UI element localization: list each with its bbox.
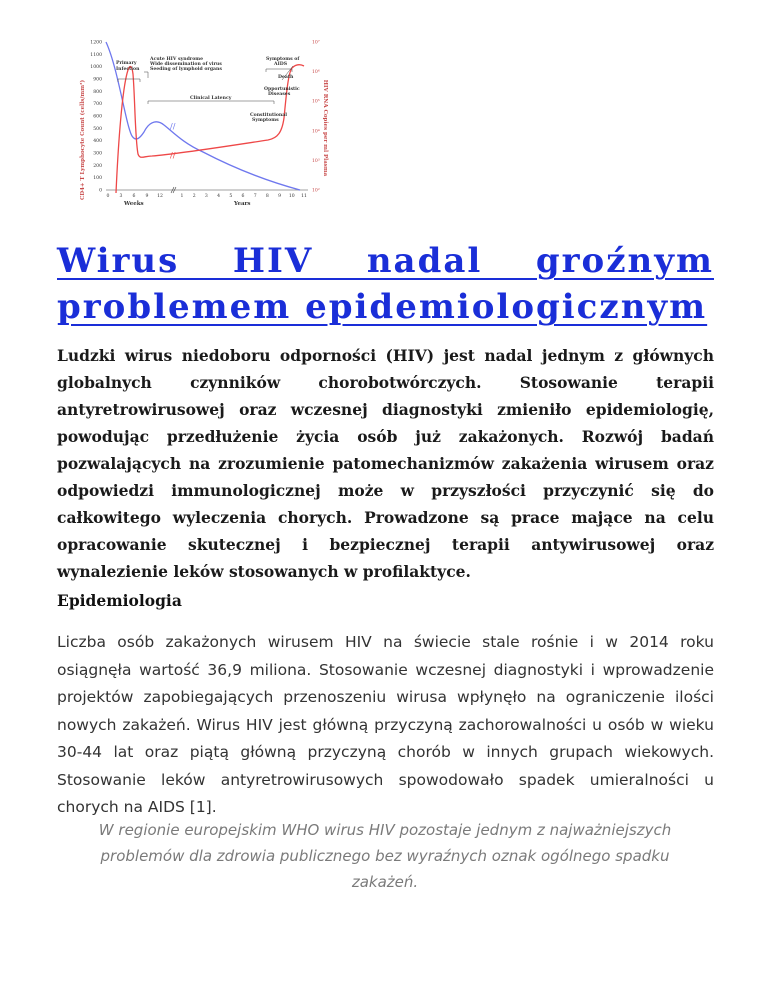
hiv-rna-curve bbox=[116, 65, 304, 193]
x-weeks-tick-label: 0 bbox=[106, 194, 110, 199]
pull-quote: W regionie europejskim WHO wirus HIV pozostaje jednym z najważniejszych problemów dla zdrowia publicznego bez wyraźnych oznak ogólnego spadku zakażeń. bbox=[98, 821, 672, 891]
annotation-clinical-latency: Clinical Latency bbox=[190, 96, 232, 101]
x-years-tick-label: 9 bbox=[278, 194, 282, 199]
y-left-tick-label: 1000 bbox=[90, 65, 102, 71]
y-left-tick-label: 300 bbox=[93, 151, 102, 157]
y-left-tick-label: 800 bbox=[93, 89, 102, 95]
x-years-tick-label: 8 bbox=[265, 194, 269, 199]
x-years-tick-label: 5 bbox=[229, 194, 233, 199]
aids-bracket bbox=[266, 69, 292, 72]
section-heading-epidemiologia: Epidemiologia bbox=[57, 591, 182, 610]
y-left-tick-label: 400 bbox=[93, 139, 102, 145]
x-weeks-tick-label: 3 bbox=[119, 194, 123, 199]
y-left-tick-label: 600 bbox=[93, 114, 102, 120]
y-right-tick-label: 10⁶ bbox=[312, 70, 320, 76]
x-weeks-tick-label: 6 bbox=[132, 194, 136, 199]
article-body-paragraph: Liczba osób zakażonych wirusem HIV na świecie stale rośnie i w 2014 roku osiągnęła wartość 36,9 miliona. Stosowanie wczesnej diagnostyki i wprowadzenie projektów zapobiegających przenoszeniu wirusa wpłynęło na ograniczenie ilości nowych zakażeń. Wirus HIV jest główną przyczyną zachorowalności u osób w wieku 30-44 lat oraz piątą główną przyczyną chorób w innych grupach wiekowych. Stosowanie leków antyretrowirusowych spowodowało spadek umieralności u chorych na AIDS [1]. bbox=[57, 633, 714, 816]
annotation-opportunistic-diseases: Opportunistic Diseases bbox=[264, 87, 300, 97]
x-axis-label-weeks: Weeks bbox=[124, 201, 144, 207]
x-years-tick-label: 2 bbox=[192, 194, 196, 199]
x-years-tick-label: 10 bbox=[288, 194, 295, 199]
x-years-tick-label: 1 bbox=[180, 194, 184, 199]
x-ticks bbox=[107, 193, 307, 199]
y-left-tick-label: 1200 bbox=[90, 40, 102, 46]
y-left-tick-label: 100 bbox=[93, 176, 102, 182]
y-left-tick-label: 900 bbox=[93, 77, 102, 83]
article-title[interactable]: Wirus HIV nadal groźnym problemem epidemiologicznym bbox=[57, 241, 714, 327]
rna-curve-break-mark: // bbox=[170, 151, 176, 160]
clinical-latency-bracket bbox=[148, 101, 274, 104]
x-axis-label-years: Years bbox=[234, 201, 251, 207]
y-right-tick-label: 10⁴ bbox=[312, 129, 320, 135]
annotation-primary-infection: Primary Infection bbox=[116, 61, 140, 72]
primary-infection-bracket bbox=[118, 79, 140, 82]
annotation-constitutional-symptoms: Constitutional Symptoms bbox=[250, 113, 287, 123]
y-right-tick-label: 10⁷ bbox=[312, 40, 320, 46]
y-right-tick-label: 10⁵ bbox=[312, 99, 320, 105]
y-left-axis-label: CD4+ T Lymphocyte Count (cells/mm³) bbox=[80, 79, 86, 201]
y-right-tick-label: 10³ bbox=[312, 158, 320, 164]
x-years-tick-label: 4 bbox=[217, 194, 221, 199]
hiv-course-figure bbox=[78, 28, 330, 208]
y-right-tick-label: 10² bbox=[312, 188, 320, 194]
x-years-tick-label: 7 bbox=[253, 194, 257, 199]
annotation-symptoms-of-aids: Symptoms of AIDS bbox=[266, 57, 300, 67]
y-left-tick-label: 1100 bbox=[90, 52, 102, 58]
cd4-curve-break-mark: // bbox=[170, 122, 176, 131]
y-left-ticks bbox=[90, 40, 102, 194]
y-left-tick-label: 500 bbox=[93, 126, 102, 132]
y-right-ticks bbox=[312, 40, 320, 194]
y-left-tick-label: 0 bbox=[99, 188, 102, 194]
x-years-tick-label: 11 bbox=[301, 194, 307, 199]
annotation-death: Death bbox=[278, 75, 294, 80]
x-weeks-tick-label: 12 bbox=[157, 194, 163, 199]
y-left-tick-label: 700 bbox=[93, 102, 102, 108]
x-years-tick-label: 3 bbox=[204, 194, 208, 199]
y-left-tick-label: 200 bbox=[93, 163, 102, 169]
annotation-acute-hiv-syndrome: Acute HIV syndrome Wide dissemination of virus Seeding of lymphoid organs bbox=[150, 57, 222, 72]
x-years-tick-label: 6 bbox=[241, 194, 245, 199]
x-weeks-tick-label: 9 bbox=[145, 194, 149, 199]
y-right-axis-label: HIV RNA Copies per ml Plasma bbox=[322, 79, 328, 177]
article-lead: Ludzki wirus niedoboru odporności (HIV) jest nadal jednym z głównych globalnych czynników chorobotwórczych. Stosowanie terapii antyretrowirusowej oraz wczesnej diagnostyki zmieniło epidemiologię, powodując przedłużenie życia osób już zakażonych. Rozwój badań pozwalających na zrozumienie patomechanizmów zakażenia wirusem oraz odpowiedzi immunologicznej może w przyszłości przyczynić się do całkowitego wyleczenia chorych. Prowadzone są prace mające na celu opracowanie skutecznej i bezpiecznej terapii antywirusowej oraz wynalezienie leków stosowanych w profilaktyce. bbox=[57, 346, 714, 581]
acute-syndrome-bracket bbox=[144, 72, 148, 78]
